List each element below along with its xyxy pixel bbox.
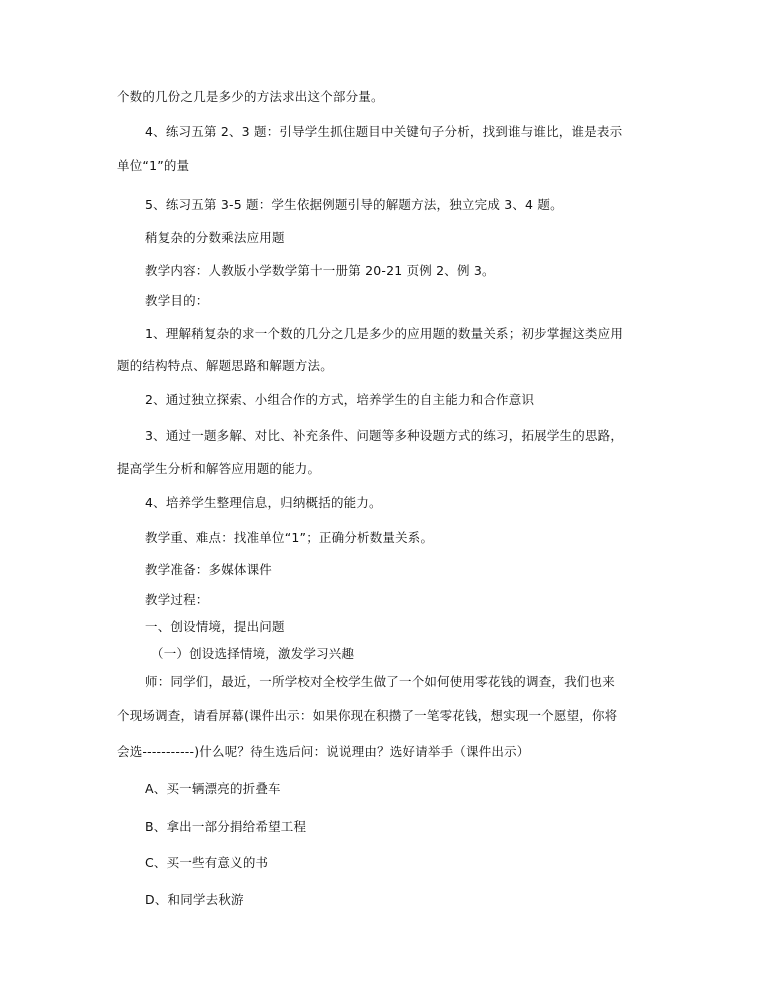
text-line: 教学目的：	[145, 293, 209, 308]
option-item: A、买一辆漂亮的折叠车	[145, 781, 281, 796]
text-line: 会选-----------)什么呢？待生选后问：说说理由？选好请举手（课件出示）	[117, 744, 530, 759]
text-line: 5、练习五第 3-5 题：学生依据例题引导的解题方法，独立完成 3、4 题。	[145, 197, 563, 212]
section-heading: 一、创设情境，提出问题	[145, 619, 285, 634]
section-heading: 稍复杂的分数乘法应用题	[145, 230, 285, 245]
text-line: 3、通过一题多解、对比、补充条件、问题等多种设题方式的练习，拓展学生的思路，	[145, 428, 624, 443]
text-line: 师：同学们，最近，一所学校对全校学生做了一个如何使用零花钱的调查，我们也来	[145, 674, 615, 689]
text-line: 个数的几份之几是多少的方法求出这个部分量。	[117, 89, 384, 104]
text-line: 教学内容：人教版小学数学第十一册第 20-21 页例 2、例 3。	[145, 263, 495, 278]
option-item: B、拿出一部分捐给希望工程	[145, 819, 307, 834]
text-line: 题的结构特点、解题思路和解题方法。	[117, 358, 333, 373]
text-line: 个现场调查，请看屏幕(课件出示：如果你现在积攒了一笔零花钱，想实现一个愿望，你将	[117, 708, 618, 723]
text-line: 教学准备：多媒体课件	[145, 562, 273, 577]
option-item: D、和同学去秋游	[145, 892, 244, 907]
text-line: 4、练习五第 2、3 题：引导学生抓住题目中关键句子分析，找到谁与谁比，谁是表示	[145, 124, 623, 139]
text-line: 1、理解稍复杂的求一个数的几分之几是多少的应用题的数量关系；初步掌握这类应用	[145, 326, 624, 341]
text-line: 教学重、难点：找准单位“1”；正确分析数量关系。	[145, 530, 434, 545]
text-line: 单位“1”的量	[117, 158, 190, 173]
text-line: 提高学生分析和解答应用题的能力。	[117, 461, 321, 476]
option-item: C、买一些有意义的书	[145, 855, 269, 870]
text-line: 2、通过独立探索、小组合作的方式，培养学生的自主能力和合作意识	[145, 392, 535, 407]
text-line: 4、培养学生整理信息，归纳概括的能力。	[145, 495, 382, 510]
text-line: 教学过程：	[145, 592, 209, 607]
sub-heading: （一）创设选择情境，激发学习兴趣	[151, 646, 355, 661]
